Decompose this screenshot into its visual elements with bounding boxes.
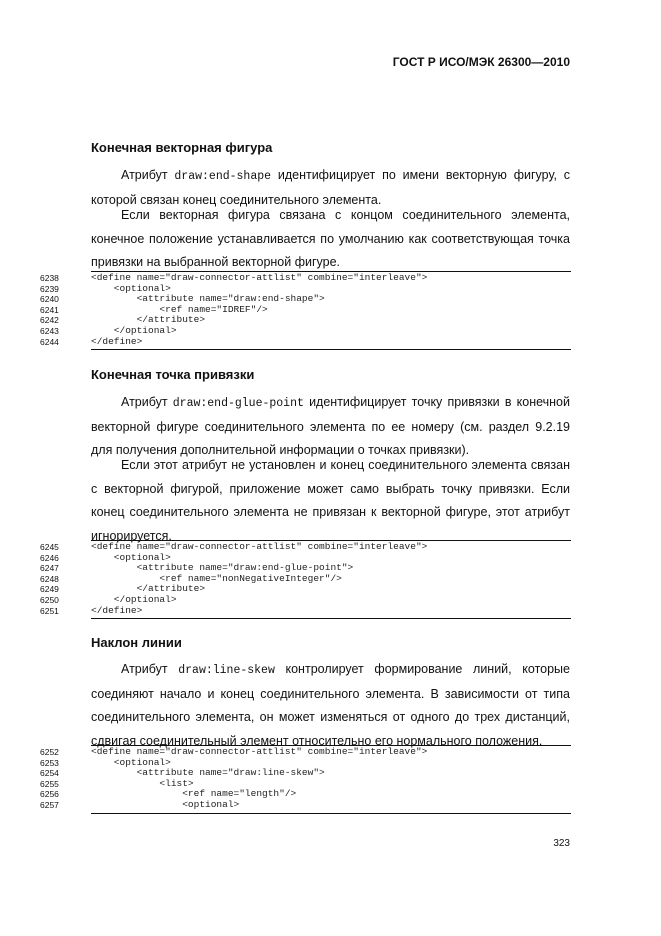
code-block-end-shape xyxy=(40,273,571,347)
line-number: 6244 xyxy=(40,336,59,347)
line-number: 6241 xyxy=(40,304,59,315)
code-text: <attribute name="draw:end-shape"> xyxy=(91,293,325,305)
line-number: 6257 xyxy=(40,799,59,810)
line-number: 6240 xyxy=(40,294,59,305)
code-text: <optional> xyxy=(91,551,171,563)
code-text: <define name="draw-connector-attlist" combine="interleave"> xyxy=(91,272,428,283)
code-line xyxy=(40,800,571,811)
para-text: идентифицирует точку привязки в конечной векторной фигуре соединительного элемента по ее номеру (см. раздел 9.2.19 для получения дополнительной информации о точках привязки). xyxy=(91,395,570,457)
line-number: 6254 xyxy=(40,768,59,779)
line-number: 6250 xyxy=(40,594,59,605)
code-text: <define name="draw-connector-attlist" combine="interleave"> xyxy=(91,541,428,552)
paragraph-line-skew-1 xyxy=(91,658,570,753)
para-text: Атрибут xyxy=(121,395,173,409)
code-text: <attribute name="draw:end-glue-point"> xyxy=(91,562,354,574)
code-text: <ref name="IDREF"/> xyxy=(91,303,268,315)
para-text: контролирует формирование линий, которые соединяют начало и конец соединительного элемента. В зависимости от типа соединительного элемента, он может изменяться от одного до трех дистанций, сдвигая соединительный элемент относительно его нормального положения. xyxy=(91,662,570,748)
para-text: Атрибут xyxy=(121,662,179,676)
line-number: 6251 xyxy=(40,605,59,616)
code-text: <optional> xyxy=(91,798,240,810)
inline-code: draw:end-shape xyxy=(174,170,272,183)
code-line xyxy=(40,606,571,617)
code-line xyxy=(40,337,571,348)
line-number: 6255 xyxy=(40,778,59,789)
code-text: <optional> xyxy=(91,282,171,294)
para-text: идентифицирует по имени векторную фигуру, с которой связан конец соединительного элемента. xyxy=(91,168,571,207)
code-text: <attribute name="draw:line-skew"> xyxy=(91,767,325,779)
line-number: 6238 xyxy=(40,273,59,283)
paragraph-end-glue-point-1 xyxy=(91,391,570,463)
code-rule-bottom xyxy=(91,813,571,814)
line-number: 6256 xyxy=(40,789,59,800)
line-number: 6249 xyxy=(40,584,59,595)
line-number: 6245 xyxy=(40,542,59,552)
code-text: </define> xyxy=(91,335,143,347)
line-number: 6246 xyxy=(40,552,59,563)
paragraph-end-glue-point-2: Если этот атрибут не установлен и конец соединительного элемента связан с векторной фигурой, приложение может само выбрать точку привязки. Если конец соединительного элемента не привязан к векторной фигуре, этот атрибут игнорируется. xyxy=(91,458,570,543)
code-text: </define> xyxy=(91,604,143,616)
code-text: <optional> xyxy=(91,756,171,768)
section-heading-line-skew: Наклон линии xyxy=(91,635,182,650)
code-rule-bottom xyxy=(91,349,571,350)
code-text: </attribute> xyxy=(91,583,206,595)
code-block-line-skew xyxy=(40,747,571,811)
line-number: 6248 xyxy=(40,573,59,584)
document-header: ГОСТ Р ИСО/МЭК 26300—2010 xyxy=(392,55,570,69)
code-text: <ref name="length"/> xyxy=(91,788,297,800)
para-text: Атрибут xyxy=(121,168,175,182)
line-number: 6252 xyxy=(40,747,59,757)
code-text: </optional> xyxy=(91,324,177,336)
section-heading-end-glue-point: Конечная точка привязки xyxy=(91,367,255,382)
page-number: 323 xyxy=(553,838,570,849)
code-line xyxy=(40,273,571,284)
line-number: 6253 xyxy=(40,757,59,768)
code-line xyxy=(40,542,571,553)
code-block-end-glue-point xyxy=(40,542,571,616)
paragraph-end-shape-2: Если векторная фигура связана с концом соединительного элемента, конечное положение устанавливается по умолчанию как соответствующая точка привязки на выбранной векторной фигуре. xyxy=(91,208,570,269)
line-number: 6247 xyxy=(40,563,59,574)
code-text: <list> xyxy=(91,777,194,789)
inline-code: draw:end-glue-point xyxy=(172,397,304,410)
code-text: <ref name="nonNegativeInteger"/> xyxy=(91,572,342,584)
code-text: </attribute> xyxy=(91,314,206,326)
section-heading-end-shape: Конечная векторная фигура xyxy=(91,140,273,155)
code-line xyxy=(40,595,571,606)
code-line xyxy=(40,747,571,758)
line-number: 6239 xyxy=(40,283,59,294)
code-rule-bottom xyxy=(91,618,571,619)
code-text: </optional> xyxy=(91,593,177,605)
code-line xyxy=(40,326,571,337)
line-number: 6243 xyxy=(40,325,59,336)
line-number: 6242 xyxy=(40,315,59,326)
inline-code: draw:line-skew xyxy=(178,664,275,677)
code-text: <define name="draw-connector-attlist" combine="interleave"> xyxy=(91,746,428,757)
